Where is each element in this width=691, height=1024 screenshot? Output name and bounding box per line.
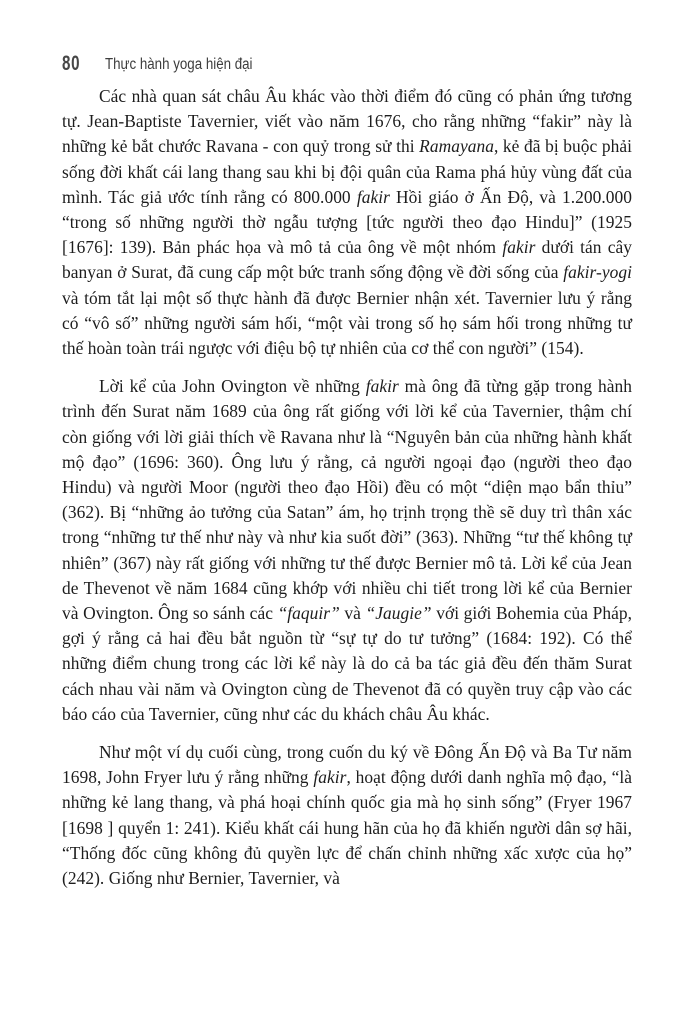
text-run: Lời kể của John Ovington về những — [99, 376, 366, 397]
italic-term: “Jaugie” — [365, 603, 432, 624]
page-number: 80 — [62, 52, 81, 75]
text-run: với giới Bohemia của Pháp, gợi ý rằng cả hai đều bắt nguồn từ “sự tự do tư tưởng” (1684: 192). Có thể những điểm chung trong các lời kể này là do cả ba tác giả đều đến thăm Surat cách nhau vài năm và Ovington cùng de Thevenot đã có quyền truy cập vào các báo cáo của Tavernier, cũng như các du khách châu Âu khác. — [62, 603, 632, 724]
italic-term: fakir — [356, 186, 390, 207]
italic-term: Ramayana — [419, 136, 494, 157]
page-body — [62, 84, 632, 904]
text-run: , kẻ đã bị buộc phải sống đời khất cái lang thang sau khi bị đội quân của Rama phá hủy vùng đất của mình. Tác giả ước tính rằng có 800.000 — [62, 136, 632, 207]
text-run: , hoạt động dưới danh nghĩa mộ đạo, “là những kẻ lang thang, và phá hoại chính quốc gia mà họ sinh sống” (Fryer 1967 [1698 ] quyển 1: 241). Kiểu khất cái hung hãn của họ đã khiến người dân sợ hãi, “Thống đốc cũng không đủ quyền lực để chấn chỉnh những xấc xược của họ” (242). Giống như Bernier, Tavernier, và — [62, 767, 632, 889]
paragraph-3 — [62, 740, 632, 891]
italic-term: fakir — [365, 376, 399, 397]
text-run: dưới tán cây banyan ở Surat, đã cung cấp một bức tranh sống động về đời sống của — [62, 237, 632, 283]
running-title: Thực hành yoga hiện đại — [105, 56, 253, 73]
paragraph-2 — [62, 374, 632, 727]
text-run: mà ông đã từng gặp trong hành trình đến Surat năm 1689 của ông rất giống với lời kể của Tavernier, thậm chí còn giống với lời giải thích về Ravana như là “Nguyên bản của những hành khất mộ đạo” (1696: 360). Ông lưu ý rằng, cả người ngoại đạo (người theo đạo Hindu) và người Moor (người theo đạo Hồi) đều có một “diện mạo bẩn thỉu” (362). Bị “những ảo tưởng của Satan” ám, họ trịnh trọng thề sẽ duy trì thân xác trong “những tư thế như này và như kia suốt đời” (363). Những “tư thế không tự nhiên” (367) này rất giống với những tư thế được Bernier mô tả. Lời kể của Jean de Thevenot về năm 1684 cũng khớp với nhiều chi tiết trong lời kể của Bernier và Ovington. Ông so sánh các — [62, 376, 632, 624]
page-header — [0, 52, 691, 76]
italic-term: “faquir” — [277, 603, 340, 624]
italic-term: fakir — [313, 767, 347, 788]
text-run: Các nhà quan sát châu Âu khác vào thời điểm đó cũng có phản ứng tương tự. Jean-Baptiste Tavernier, viết vào năm 1676, cho rằng những “fakir” này là những kẻ bắt chước Ravana - con quỷ trong sử thi — [62, 86, 632, 157]
text-run: và — [339, 603, 366, 624]
paragraph-1 — [62, 84, 632, 361]
italic-term: fakir-yogi — [563, 262, 632, 283]
italic-term: fakir — [502, 237, 536, 258]
text-run: và tóm tắt lại một số thực hành đã được Bernier nhận xét. Tavernier lưu ý rằng có “vô số” những người sám hối, “một vài trong số họ sám hối trong những tư thế hoàn toàn trái ngược với điệu bộ tự nhiên của cơ thể con người” (154). — [62, 287, 632, 359]
text-run: Như một ví dụ cuối cùng, trong cuốn du ký về Đông Ấn Độ và Ba Tư năm 1698, John Fryer lưu ý rằng những — [62, 742, 632, 788]
text-run: Hồi giáo ở Ấn Độ, và 1.200.000 “trong số những người thờ ngẫu tượng [tức người theo đạo Hindu]” (1925 [1676]: 139). Bản phác họa và mô tả của ông về một nhóm — [62, 186, 632, 258]
